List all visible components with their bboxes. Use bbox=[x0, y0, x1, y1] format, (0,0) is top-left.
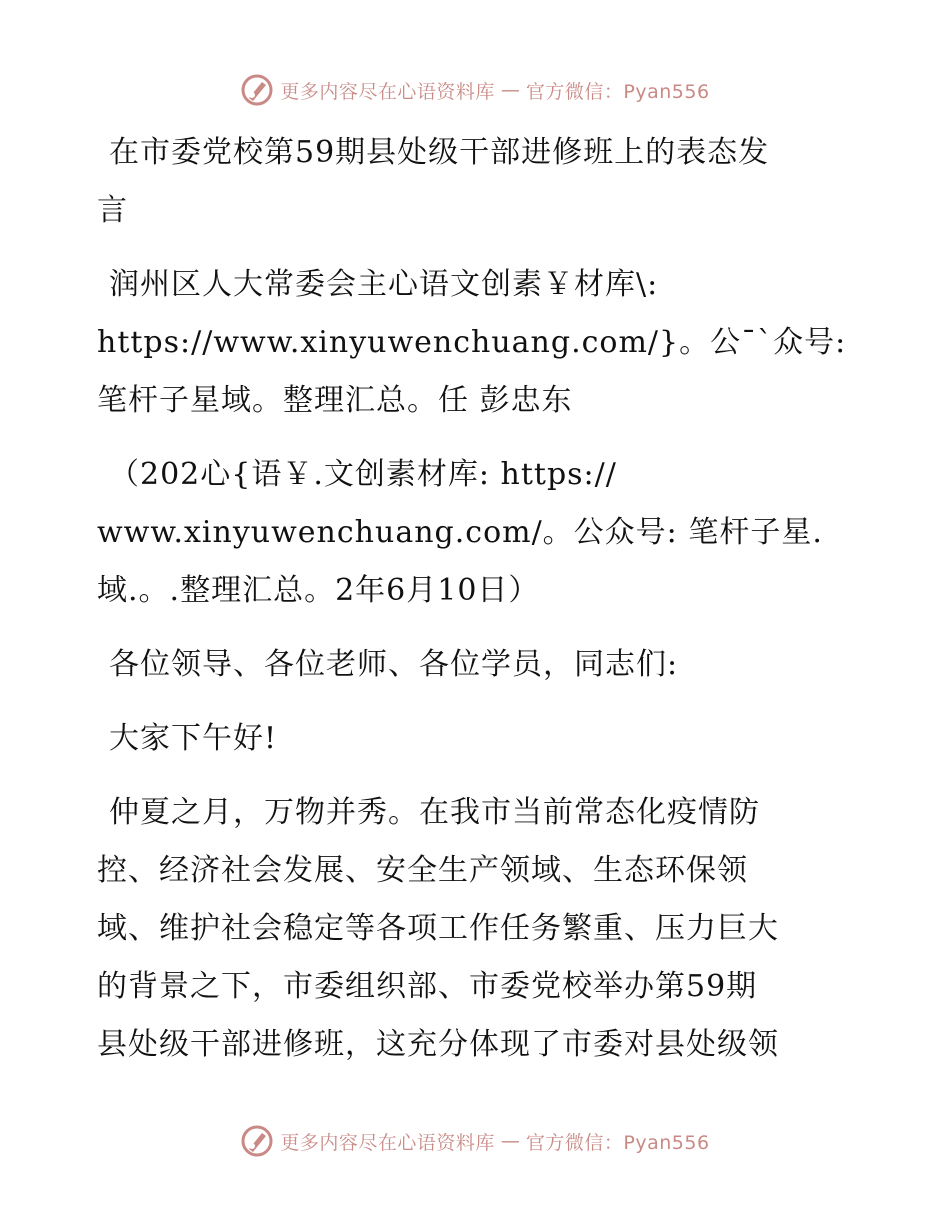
body-line: 控、经济社会发展、安全生产领域、生态环保领 bbox=[97, 853, 748, 888]
title-line: 言 bbox=[97, 193, 128, 228]
title-line: 在市委党校第59期县处级干部进修班上的表态发 bbox=[109, 135, 770, 170]
watermark-banner-top bbox=[0, 70, 950, 110]
body-paragraph bbox=[97, 784, 857, 1074]
document-title bbox=[97, 124, 857, 240]
watermark-dash: — bbox=[500, 79, 520, 101]
pen-logo-icon bbox=[240, 73, 274, 107]
watermark-dash: — bbox=[500, 1130, 520, 1152]
author-paragraph bbox=[97, 256, 857, 430]
watermark-text: 更多内容尽在心语资料库 bbox=[280, 80, 495, 103]
greeting-line: 大家下午好! bbox=[109, 721, 278, 756]
watermark-banner-bottom bbox=[0, 1121, 950, 1161]
watermark-suffix: 官方微信：Pyan556 bbox=[525, 1131, 710, 1154]
pen-logo-icon bbox=[240, 1124, 274, 1158]
body-line: 仲夏之月，万物并秀。在我市当前常态化疫情防 bbox=[109, 795, 760, 830]
body-line: 县处级干部进修班，这充分体现了市委对县处级领 bbox=[97, 1027, 779, 1062]
salutation-line: 各位领导、各位老师、各位学员，同志们: bbox=[109, 647, 679, 682]
date-line: 域.。.整理汇总。2年6月10日） bbox=[97, 573, 540, 608]
date-line: www.xinyuwenchuang.com/。公众号: 笔杆子星. bbox=[97, 515, 823, 550]
date-line: （202心{语￥.文创素材库: https:// bbox=[109, 457, 617, 492]
salutation-paragraph bbox=[97, 636, 857, 694]
body-line: 的背景之下，市委组织部、市委党校举办第59期 bbox=[97, 969, 758, 1004]
author-line: 润州区人大常委会主心语文创素￥材库\: bbox=[109, 267, 659, 302]
author-line: 笔杆子星域。整理汇总。任 彭忠东 bbox=[97, 383, 573, 418]
greeting-paragraph bbox=[97, 710, 857, 768]
body-line: 域、维护社会稳定等各项工作任务繁重、压力巨大 bbox=[97, 911, 779, 946]
date-paragraph bbox=[97, 446, 857, 620]
watermark-suffix: 官方微信：Pyan556 bbox=[525, 80, 710, 103]
watermark-text: 更多内容尽在心语资料库 bbox=[280, 1131, 495, 1154]
document-body bbox=[97, 124, 857, 1090]
author-line: https://www.xinyuwenchuang.com/}。公¯`众号: bbox=[97, 325, 847, 360]
